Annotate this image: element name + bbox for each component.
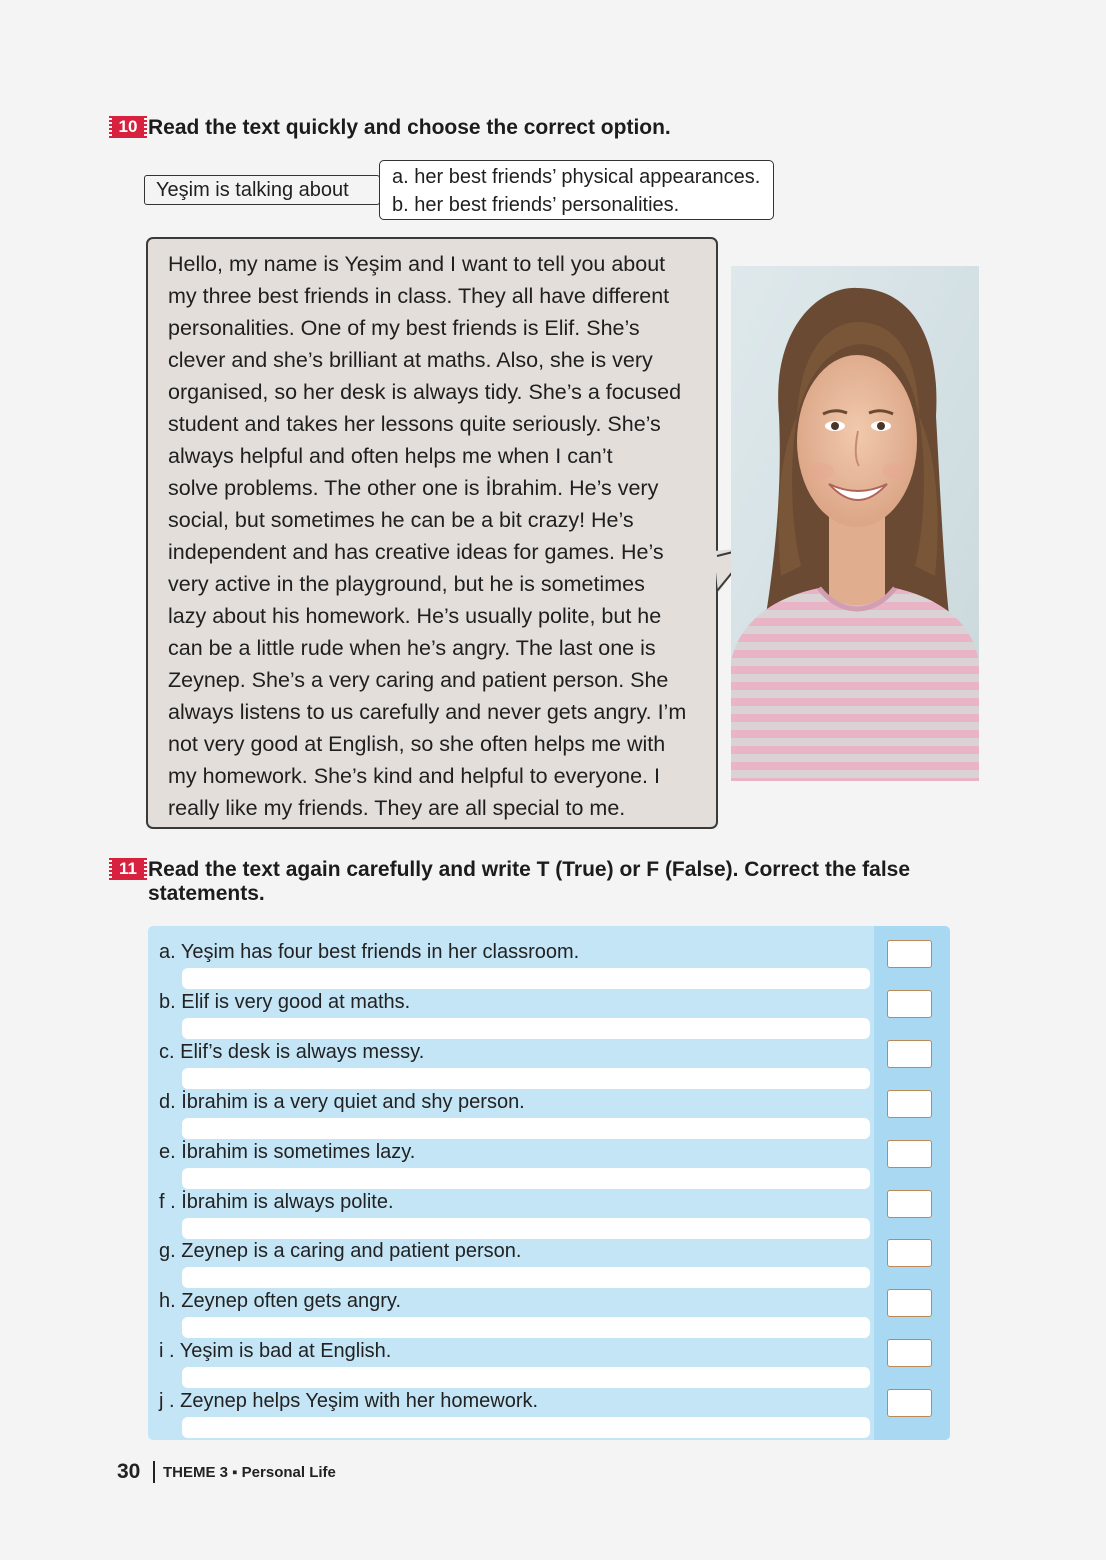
text-line: social, but sometimes he can be a bit crazy! He’s bbox=[168, 508, 634, 532]
text-line: my three best friends in class. They all have different bbox=[168, 284, 670, 308]
statement-text: a. Yeşim has four best friends in her classroom. bbox=[159, 941, 580, 963]
text-line: not very good at English, so she often helps me with bbox=[168, 732, 666, 756]
text-line: lazy about his homework. He’s usually polite, but he bbox=[168, 604, 662, 628]
text-line: very active in the playground, but he is sometimes bbox=[168, 572, 645, 596]
exercise-10-instruction: Read the text quickly and choose the correct option. bbox=[148, 116, 671, 139]
statement-text: d. İbrahim is a very quiet and shy person. bbox=[159, 1090, 525, 1113]
statement-row bbox=[148, 1282, 950, 1332]
statement-text: c. Elif’s desk is always messy. bbox=[159, 1040, 425, 1063]
option-a[interactable]: a. her best friends’ physical appearances. bbox=[392, 166, 761, 188]
page-number: 30 bbox=[117, 1460, 141, 1483]
reading-text bbox=[168, 248, 698, 824]
answer-box[interactable] bbox=[887, 1140, 932, 1168]
answer-box[interactable] bbox=[887, 1289, 932, 1317]
text-line: my homework. She’s kind and helpful to everyone. I bbox=[168, 764, 660, 788]
answer-box[interactable] bbox=[887, 940, 932, 968]
speech-bubble bbox=[146, 237, 718, 829]
statement-text: f . İbrahim is always polite. bbox=[159, 1190, 394, 1213]
text-line: Hello, my name is Yeşim and I want to tell you about bbox=[168, 252, 666, 276]
answer-box[interactable] bbox=[887, 1190, 932, 1218]
statement-text: g. Zeynep is a caring and patient person. bbox=[159, 1240, 522, 1263]
statement-row bbox=[148, 983, 950, 1033]
text-line: independent and has creative ideas for games. He’s bbox=[168, 540, 664, 564]
answer-box[interactable] bbox=[887, 990, 932, 1018]
options-box bbox=[379, 160, 774, 220]
text-line: really like my friends. They are all special to me. bbox=[168, 796, 626, 820]
statement-row bbox=[148, 1232, 950, 1282]
girl-photo bbox=[731, 266, 979, 781]
statement-text: e. İbrahim is sometimes lazy. bbox=[159, 1140, 416, 1163]
answer-box[interactable] bbox=[887, 1040, 932, 1068]
answer-box[interactable] bbox=[887, 1090, 932, 1118]
exercise-11-instruction: Read the text again carefully and write T (True) or F (False). Correct the false statements. bbox=[148, 858, 911, 905]
text-line: student and takes her lessons quite seriously. She’s bbox=[168, 412, 661, 436]
text-line: always helpful and often helps me when I can’t bbox=[168, 444, 613, 468]
correction-line[interactable] bbox=[182, 1417, 870, 1438]
statement-text: b. Elif is very good at maths. bbox=[159, 990, 411, 1013]
exercise-11-number: 11 bbox=[112, 858, 144, 880]
answer-box[interactable] bbox=[887, 1339, 932, 1367]
footer-divider bbox=[153, 1461, 155, 1483]
answer-box[interactable] bbox=[887, 1239, 932, 1267]
statement-row bbox=[148, 1382, 950, 1432]
statement-text: i . Yeşim is bad at English. bbox=[159, 1340, 392, 1363]
statement-row bbox=[148, 1183, 950, 1233]
statement-row bbox=[148, 1133, 950, 1183]
statement-text: h. Zeynep often gets angry. bbox=[159, 1290, 402, 1313]
footer-section: THEME 3 ▪ Personal Life bbox=[163, 1464, 336, 1481]
statement-text: j . Zeynep helps Yeşim with her homework. bbox=[159, 1390, 539, 1413]
statement-row bbox=[148, 933, 950, 983]
text-line: solve problems. The other one is İbrahim. He’s very bbox=[168, 476, 659, 500]
statement-row bbox=[148, 1332, 950, 1382]
text-line: can be a little rude when he’s angry. The last one is bbox=[168, 636, 656, 660]
text-line: Zeynep. She’s a very caring and patient person. She bbox=[168, 668, 669, 692]
answer-box[interactable] bbox=[887, 1389, 932, 1417]
statement-row bbox=[148, 1033, 950, 1083]
text-line: personalities. One of my best friends is Elif. She’s bbox=[168, 316, 640, 340]
prompt-label: Yeşim is talking about bbox=[144, 175, 380, 205]
option-b[interactable]: b. her best friends’ personalities. bbox=[392, 194, 680, 216]
text-line: always listens to us carefully and never gets angry. I’m bbox=[168, 700, 687, 724]
text-line: organised, so her desk is always tidy. She’s a focused bbox=[168, 380, 682, 404]
exercise-10-number: 10 bbox=[112, 116, 144, 138]
statement-row bbox=[148, 1083, 950, 1133]
text-line: clever and she’s brilliant at maths. Also, she is very bbox=[168, 348, 653, 372]
